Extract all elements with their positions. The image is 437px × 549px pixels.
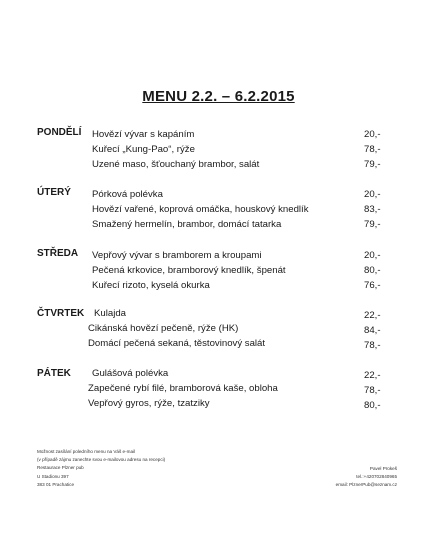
day-label: PONDĚLÍ [37,127,82,138]
footer-line: Restaurace Plzner pub [37,465,84,471]
menu-item-name: Kuřecí „Kung-Pao“, rýže [92,144,195,155]
day-label: PÁTEK [37,368,71,379]
menu-item-name: Smažený hermelín, brambor, domácí tatarka [92,219,282,230]
menu-item-price: 78,- [364,385,381,396]
menu-item-name: Vepřový vývar s bramborem a kroupami [92,250,262,261]
menu-item-price: 80,- [364,400,381,411]
menu-item-price: 20,- [364,189,381,200]
menu-item-name: Kuřecí rizoto, kyselá okurka [92,280,210,291]
menu-item-price: 80,- [364,265,381,276]
footer-line: U Stadionu 397 [37,473,69,479]
footer-line: Možnost zasílání poledního menu na Váš e-mail [37,449,136,454]
menu-item-price: 83,- [364,204,381,215]
footer-contact-left [37,448,165,489]
day-label: STŘEDA [37,248,79,259]
menu-item-price: 79,- [364,219,381,230]
menu-item-name: Hovězí vývar s kapáním [92,129,195,140]
menu-item-price: 78,- [364,340,381,351]
menu-item-name: Cikánská hovězí pečeně, rýže (HK) [88,323,239,334]
day-label: ÚTERÝ [37,187,71,198]
footer-line: (v případě zájmu zanechte svou e-mailovou adresu na recepci) [37,457,166,463]
footer-line: Pavel Prokeš [369,466,397,471]
menu-item-name: Domácí pečená sekaná, těstovinový salát [88,338,266,349]
menu-item-name: Gulášová polévka [92,368,169,379]
menu-item-name: Kulajda [94,308,127,319]
menu-item-name: Vepřový gyros, rýže, tzatziky [88,398,210,409]
footer-line: tel.:+420702840965 [356,474,397,480]
menu-item-price: 76,- [364,280,381,291]
footer-contact-right [336,465,397,490]
menu-item-price: 22,- [364,370,381,381]
menu-item-name: Pórková polévka [92,189,163,200]
day-label: ČTVRTEK [37,308,85,319]
menu-item-price: 78,- [364,144,381,155]
footer-line: 383 01 Prachatice [37,481,75,487]
menu-item-name: Hovězí vařené, koprová omáčka, houskový knedlík [92,204,309,215]
menu-item-name: Zapečené rybí filé, bramborová kaše, obloha [88,383,278,394]
menu-title: MENU 2.2. – 6.2.2015 [142,88,295,105]
menu-item-price: 20,- [364,250,381,261]
menu-item-price: 84,- [364,325,381,336]
menu-item-price: 22,- [364,310,381,321]
menu-item-name: Pečená krkovice, bramborový knedlík, špenát [92,265,286,276]
menu-item-price: 20,- [364,129,381,140]
menu-item-price: 79,- [364,159,381,170]
footer-email: email: PlznerPub@seznam.cz [335,482,397,488]
menu-item-name: Uzené maso, šťouchaný brambor, salát [92,159,260,170]
